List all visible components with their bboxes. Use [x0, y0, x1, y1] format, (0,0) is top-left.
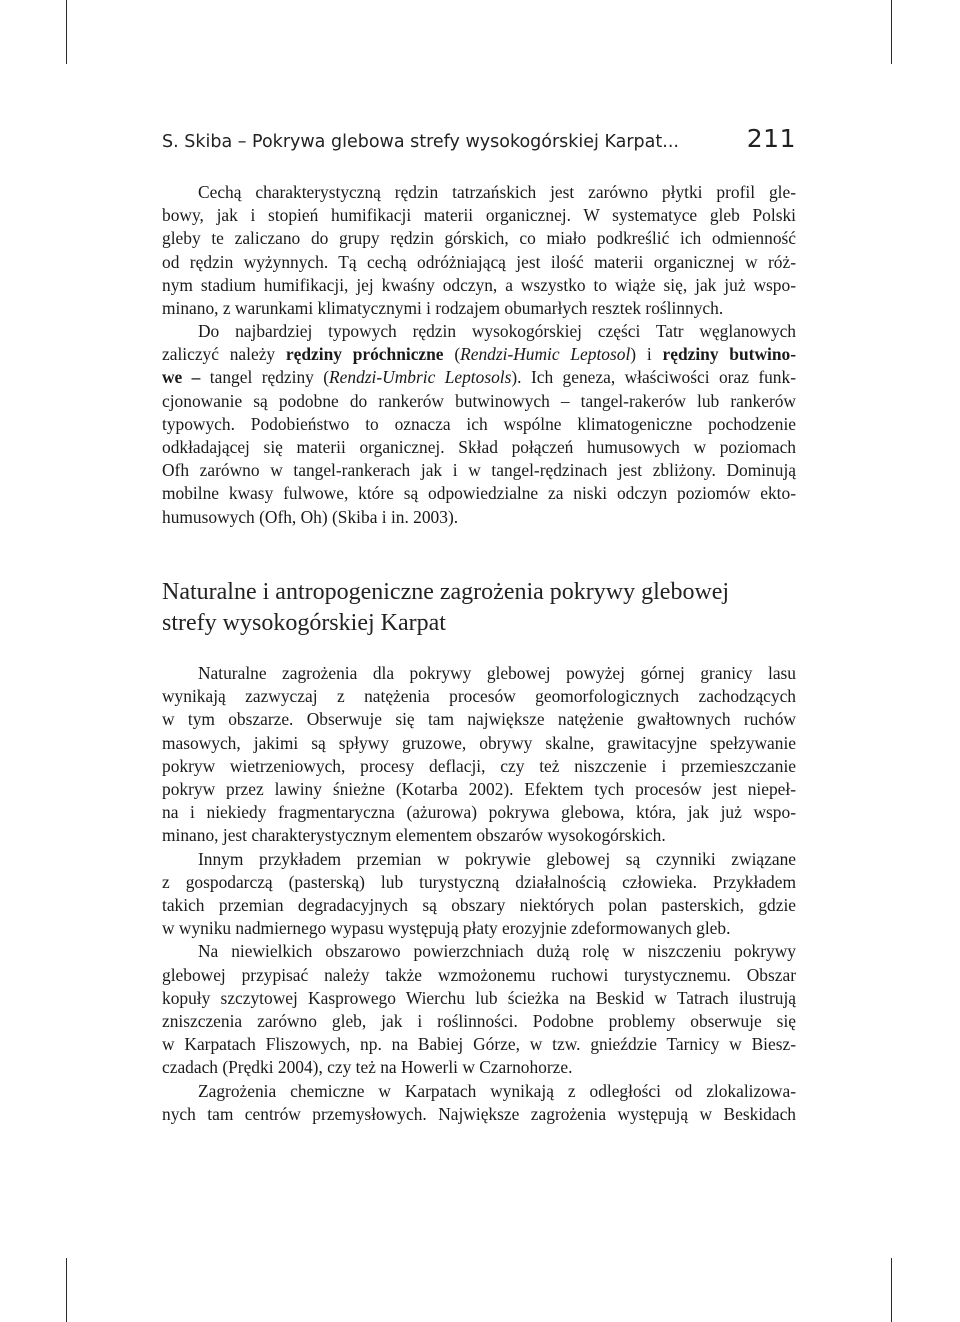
running-head — [162, 124, 796, 153]
text-line: Ofh zarówno w tangel-rankerach jak i w tangel-rędzinach jest zbliżony. Dominują — [162, 460, 796, 481]
text-line: w Karpatach Fliszowych, np. na Babiej Górze, w tzw. gnieździe Tarnicy w Biesz- — [162, 1034, 796, 1055]
term-bold: we – — [162, 367, 201, 388]
text-line: nych tam centrów przemysłowych. Największe zagrożenia występują w Beskidach — [162, 1103, 796, 1124]
section-heading-line: Naturalne i antropogeniczne zagrożenia pokrywy glebowej — [162, 579, 730, 605]
term-italic: Rendzi-Humic Leptosol — [460, 344, 631, 365]
text-line: z gospodarczą (pasterską) lub turystyczną działalnością człowieka. Przykładem — [162, 871, 796, 892]
text-line — [162, 366, 796, 389]
text-run: tangel rędziny ( — [200, 367, 330, 388]
text-line: gleby te zaliczano do grupy rędzin górskich, co miało podkreślić ich odmienność — [162, 228, 796, 249]
text-line: Innym przykładem przemian w pokrywie glebowej są czynniki związane — [198, 848, 796, 869]
text-line: zniszczenia zarówno gleb, jak i roślinności. Podobne problemy obserwuje się — [162, 1011, 796, 1032]
text-line: typowych. Podobieństwo to oznacza ich wspólne klimatogeniczne pochodzenie — [162, 413, 796, 434]
text-line: Na niewielkich obszarowo powierzchniach dużą rolę w niszczeniu pokrywy — [198, 941, 796, 962]
text-line: mobilne kwasy fulwowe, które są odpowiedzialne za niski odczyn poziomów ekto- — [162, 483, 796, 504]
term-bold: rędziny butwino- — [662, 344, 796, 365]
text-line: pokryw przez lawiny śnieżne (Kotarba 2002). Efektem tych procesów jest niepeł- — [162, 779, 796, 800]
text-line: w wyniku nadmiernego wypasu występują płaty erozyjnie zdeformowanych gleb. — [162, 918, 731, 939]
term-bold: rędziny próchniczne — [285, 344, 444, 365]
crop-mark-bottom-left — [66, 1258, 67, 1322]
text-line: minano, jest charakterystycznym elementem obszarów wysokogórskich. — [162, 825, 666, 846]
page-number: 211 — [746, 124, 796, 153]
text-line: humusowych (Ofh, Oh) (Skiba i in. 2003). — [162, 506, 459, 527]
text-line: pokryw wietrzeniowych, procesy deflacji, czy też niszczenie i przemieszczanie — [162, 755, 796, 776]
text-run: ). Ich geneza, właściwości oraz funk- — [511, 367, 796, 388]
section-heading — [162, 577, 796, 639]
paragraph-2 — [162, 320, 796, 529]
text-line: wynikają zazwyczaj z natężenia procesów geomorfologicznych zachodzących — [162, 686, 796, 707]
text-line: glebowej przypisać należy także wzmożonemu ruchowi turystycznemu. Obszar — [162, 964, 796, 985]
text-line: nym stadium humifikacji, jej kwaśny odczyn, a wszystko to wiąże się, jak już wspo- — [162, 274, 796, 295]
text-line: w tym obszarze. Obserwuje się tam największe natężenie gwałtownych ruchów — [162, 709, 796, 730]
running-title: S. Skiba – Pokrywa glebowa strefy wysokogórskiej Karpat... — [162, 132, 679, 152]
text-line: kopuły szczytowej Kasprowego Wierchu lub ścieżka na Beskid w Tatrach ilustrują — [162, 987, 796, 1008]
text-line: takich przemian degradacyjnych są obszary niektórych polan pasterskich, gdzie — [162, 895, 796, 916]
text-line: odkładającej się materii organicznej. Skład połączeń humusowych w poziomach — [162, 437, 796, 458]
text-run: ( — [443, 344, 461, 365]
crop-mark-top-left — [66, 0, 67, 64]
section-heading-line: strefy wysokogórskiej Karpat — [162, 610, 446, 636]
text-line — [162, 343, 796, 366]
text-line: cjonowanie są podobne do rankerów butwinowych – tangel-rakerów lub rankerów — [162, 390, 796, 411]
term-italic: Rendzi-Umbric Leptosols — [329, 367, 512, 388]
text-run: ) i — [630, 344, 663, 365]
text-line: masowych, jakimi są spływy gruzowe, obrywy skalne, grawitacyjne spełzywanie — [162, 732, 796, 753]
text-line: Do najbardziej typowych rędzin wysokogórskiej części Tatr węglanowych — [198, 321, 796, 341]
text-line: Cechą charakterystyczną rędzin tatrzańskich jest zarówno płytki profil gle- — [198, 182, 796, 202]
text-line: na i niekiedy fragmentaryczna (ażurowa) pokrywa glebowa, która, jak już wspo- — [162, 802, 796, 823]
text-line: bowy, jak i stopień humifikacji materii organicznej. W systematyce gleb Polski — [162, 205, 796, 226]
paragraph-1 — [162, 181, 796, 320]
text-run: zaliczyć należy — [162, 344, 286, 365]
crop-mark-bottom-right — [891, 1258, 892, 1322]
text-line: od rędzin wyżynnych. Tą cechą odróżniającą jest ilość materii organicznej w róż- — [162, 251, 796, 272]
text-line: czadach (Prędki 2004), czy też na Howerli w Czarnohorze. — [162, 1057, 573, 1078]
text-line: Naturalne zagrożenia dla pokrywy glebowej powyżej górnej granicy lasu — [198, 663, 796, 683]
crop-mark-top-right — [891, 0, 892, 64]
text-line: Zagrożenia chemiczne w Karpatach wynikają z odległości od zlokalizowa- — [198, 1080, 796, 1101]
paragraph-3 — [162, 662, 796, 1126]
text-line: minano, z warunkami klimatycznymi i rodzajem obumarłych resztek roślinnych. — [162, 298, 724, 319]
